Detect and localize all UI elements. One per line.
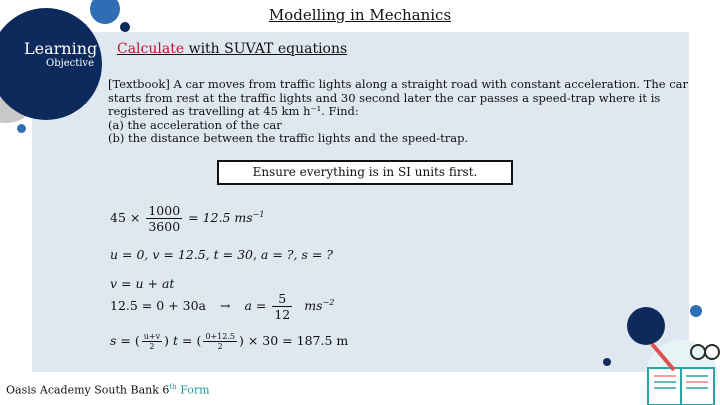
decor-dot-blue-left <box>17 124 26 133</box>
substitution-lhs: 12.5 = 0 + 30a <box>110 298 206 313</box>
suvat-equation: v = u + at <box>110 276 175 291</box>
subtitle-rest: with SUVAT equations <box>184 41 348 57</box>
lesson-subtitle <box>117 41 347 57</box>
book-illustration-icon <box>640 330 720 405</box>
decor-dot-blue-small <box>690 305 702 317</box>
problem-line: (b) the distance between the traffic lights and the speed-trap. <box>108 131 469 146</box>
acceleration-fraction <box>272 291 292 322</box>
problem-statement <box>108 77 689 146</box>
learning-objective-sublabel: Objective <box>46 58 95 69</box>
suvat-values: u = 0, v = 12.5, t = 30, a = ?, s = ? <box>110 247 333 262</box>
acceleration-unit: ms <box>304 298 323 313</box>
decor-dot-navy-tiny <box>603 358 611 366</box>
s-equals: s = <box>110 333 131 348</box>
acceleration-unit-exp: −2 <box>322 297 335 307</box>
a-equals: a = <box>244 298 267 313</box>
acceleration-den: 12 <box>274 307 291 322</box>
problem-line: registered as travelling at 45 km h⁻¹. Find: <box>108 104 359 119</box>
arrow: → <box>219 298 231 313</box>
problem-line: [Textbook] A car moves from traffic lights along a straight road with constant acceleration. The car <box>108 77 689 91</box>
footer-form: Form <box>176 383 210 397</box>
subtitle-highlight: Calculate <box>117 41 185 57</box>
distance-result: × 30 = 187.5 m <box>247 333 349 348</box>
conversion-num: 1000 <box>148 203 181 218</box>
distance-working: s = ( $\frac{u+v}{2}$ ) t = ( $\frac{0+12.5}{2}$ ) × 30 = 187.5 m <box>110 332 349 351</box>
num-num: 0+12.5 <box>205 332 235 341</box>
page-title: Modelling in Mechanics <box>268 6 452 24</box>
numeric-fraction <box>203 332 237 351</box>
conversion-unit-exp: −1 <box>252 209 265 219</box>
si-units-reminder: Ensure everything is in SI units first. <box>217 160 513 185</box>
decor-dot-navy-small <box>120 22 130 32</box>
footer-ordinal: th <box>169 383 177 391</box>
footer-school: Oasis Academy South Bank 6 <box>6 383 170 397</box>
acceleration-working <box>110 291 334 322</box>
acceleration-num: 5 <box>272 291 292 307</box>
problem-line: starts from rest at the traffic lights and 30 second later the car passes a speed-trap where it is <box>108 90 661 105</box>
footer-school-name <box>6 383 210 397</box>
conversion-fraction <box>146 203 182 234</box>
learning-objective-label: Learning <box>24 39 98 58</box>
conversion-den: 3600 <box>148 219 181 234</box>
avg-den: 2 <box>149 342 155 351</box>
conversion-lhs: 45 × <box>110 210 141 225</box>
average-velocity-fraction <box>142 332 162 351</box>
unit-conversion <box>110 203 264 234</box>
num-den: 2 <box>217 342 223 351</box>
t-equals: t = <box>173 333 193 348</box>
problem-line: (a) the acceleration of the car <box>108 117 282 132</box>
conversion-rhs: = 12.5 ms <box>188 210 253 225</box>
avg-num: u+v <box>143 332 161 341</box>
